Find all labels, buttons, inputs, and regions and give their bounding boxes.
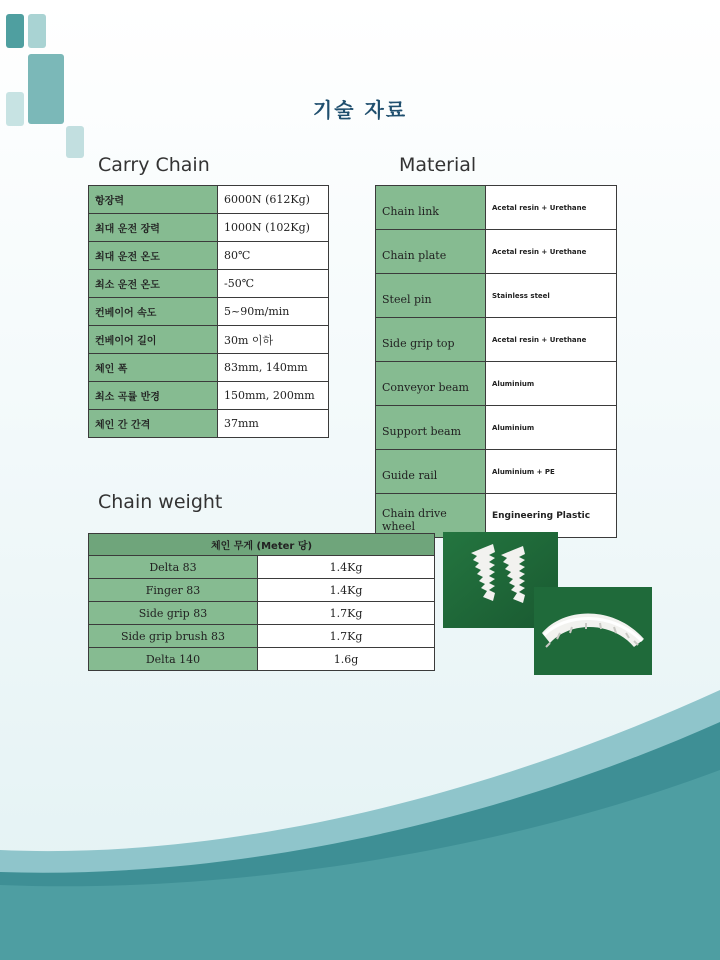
carry-chain-table [88, 185, 329, 438]
spec-label: 항장력 [89, 186, 218, 214]
table-row [89, 354, 329, 382]
table-row [89, 242, 329, 270]
table-row [89, 326, 329, 354]
table-row [376, 362, 617, 406]
table-row [376, 406, 617, 450]
table-row [89, 410, 329, 438]
spec-label: 체인 간 간격 [89, 410, 218, 438]
table-row [89, 625, 435, 648]
material-part: Steel pin [376, 274, 486, 318]
spec-label: 최소 운전 온도 [89, 270, 218, 298]
spec-label: 컨베이어 길이 [89, 326, 218, 354]
material-value: Acetal resin + Urethane [486, 186, 617, 230]
chain-weight-value: 1.6g [258, 648, 435, 671]
spec-label: 최소 곡률 반경 [89, 382, 218, 410]
chain-type: Side grip brush 83 [89, 625, 258, 648]
spec-value: 80℃ [218, 242, 329, 270]
decor-square [6, 14, 24, 48]
table-row [376, 450, 617, 494]
chain-weight-value: 1.4Kg [258, 556, 435, 579]
table-row [376, 274, 617, 318]
table-row [89, 214, 329, 242]
table-row [89, 556, 435, 579]
decor-square [66, 126, 84, 158]
spec-label: 최대 운전 장력 [89, 214, 218, 242]
chain-type: Delta 140 [89, 648, 258, 671]
material-value: Acetal resin + Urethane [486, 230, 617, 274]
material-value: Engineering Plastic [486, 494, 617, 538]
chain-weight-table-header: 체인 무게 (Meter 당) [89, 534, 435, 556]
material-part: Chain link [376, 186, 486, 230]
chain-weight-value: 1.7Kg [258, 602, 435, 625]
table-header-row [89, 534, 435, 556]
chain-weight-value: 1.4Kg [258, 579, 435, 602]
chain-type: Side grip 83 [89, 602, 258, 625]
table-row [89, 298, 329, 326]
material-value: Aluminium + PE [486, 450, 617, 494]
material-part: Guide rail [376, 450, 486, 494]
spec-value: 37mm [218, 410, 329, 438]
material-part: Chain drive wheel [376, 494, 486, 538]
spec-value: 30m 이하 [218, 326, 329, 354]
chain-weight-value: 1.7Kg [258, 625, 435, 648]
material-value: Stainless steel [486, 274, 617, 318]
table-row [89, 186, 329, 214]
spec-value: 1000N (102Kg) [218, 214, 329, 242]
carry-chain-heading: Carry Chain [98, 154, 210, 176]
spec-value: -50℃ [218, 270, 329, 298]
chain-weight-table [88, 533, 435, 671]
table-row [376, 186, 617, 230]
chain-type: Delta 83 [89, 556, 258, 579]
spec-label: 체인 폭 [89, 354, 218, 382]
table-row [376, 230, 617, 274]
table-row [89, 382, 329, 410]
spec-value: 150mm, 200mm [218, 382, 329, 410]
material-part: Chain plate [376, 230, 486, 274]
material-heading: Material [399, 154, 477, 176]
spec-value: 6000N (612Kg) [218, 186, 329, 214]
chain-type: Finger 83 [89, 579, 258, 602]
spec-label: 컨베이어 속도 [89, 298, 218, 326]
page-title: 기술 자료 [312, 98, 408, 122]
table-row [89, 602, 435, 625]
material-value: Acetal resin + Urethane [486, 318, 617, 362]
chain-photo-curved [534, 587, 652, 675]
material-value: Aluminium [486, 406, 617, 450]
material-part: Side grip top [376, 318, 486, 362]
table-row [89, 648, 435, 671]
table-row [89, 579, 435, 602]
decor-square [28, 14, 46, 48]
chain-weight-heading: Chain weight [98, 491, 223, 513]
table-row [89, 270, 329, 298]
spec-value: 5~90m/min [218, 298, 329, 326]
table-row [376, 494, 617, 538]
spec-label: 최대 운전 온도 [89, 242, 218, 270]
material-part: Conveyor beam [376, 362, 486, 406]
spec-value: 83mm, 140mm [218, 354, 329, 382]
material-value: Aluminium [486, 362, 617, 406]
table-row [376, 318, 617, 362]
material-part: Support beam [376, 406, 486, 450]
material-table [375, 185, 617, 538]
